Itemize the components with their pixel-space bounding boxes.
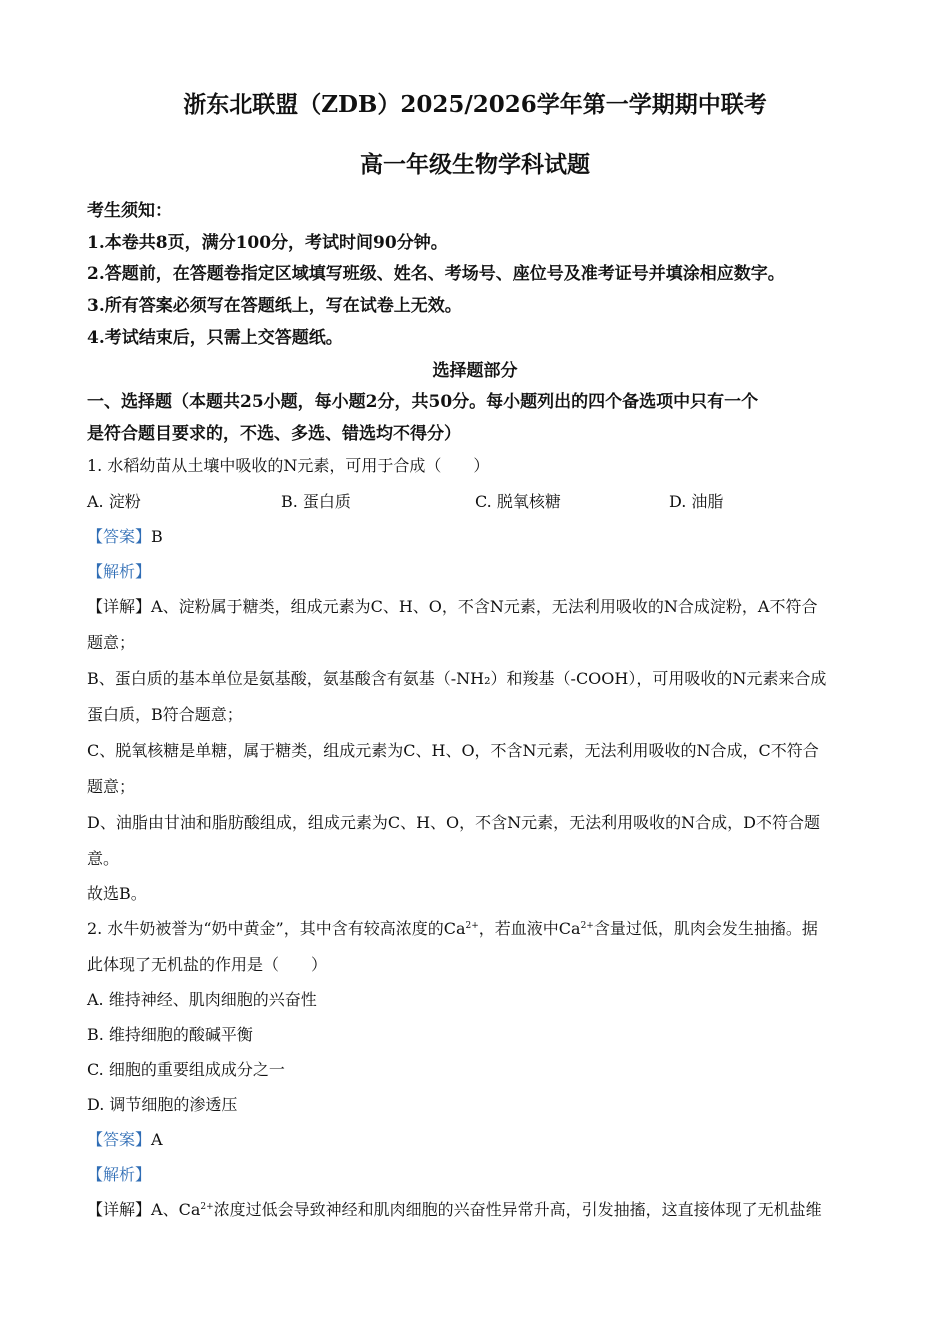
q2-answer bbox=[87, 1130, 163, 1150]
q1-option-a: A. 淀粉 bbox=[87, 492, 141, 511]
q2-answer-value: A bbox=[151, 1130, 163, 1149]
q2-option-b: B. 维持细胞的酸碱平衡 bbox=[87, 1025, 253, 1044]
exam-title: 浙东北联盟（ZDB）2025/2026学年第一学期期中联考 bbox=[183, 91, 767, 118]
q2-detail-tag: 【详解】 bbox=[87, 1200, 152, 1219]
q1-answer-value: B bbox=[151, 527, 163, 546]
q1-detail-line-1: 【详解】A、淀粉属于糖类，组成元素为C、H、O，不含N元素，无法利用吸收的N合成淀粉，A不符合 bbox=[87, 597, 818, 616]
q1-detail-tag: 【详解】 bbox=[87, 597, 152, 616]
q1-detail-line-5: C、脱氧核糖是单糖，属于糖类，组成元素为C、H、O，不含N元素，无法利用吸收的N合成，C不符合 bbox=[87, 741, 819, 760]
q2-option-d: D. 调节细胞的渗透压 bbox=[87, 1095, 238, 1114]
part-title: 选择题部分 bbox=[432, 361, 518, 381]
q1-detail-line-2: 题意； bbox=[87, 633, 136, 652]
q1-option-d: D. 油脂 bbox=[669, 492, 724, 511]
q2-stem-line2: 此体现了无机盐的作用是（ ） bbox=[87, 955, 328, 974]
notice-item-3: 3.所有答案必须写在答题纸上，写在试卷上无效。 bbox=[87, 296, 462, 316]
notice-item-4: 4.考试结束后，只需上交答题纸。 bbox=[87, 328, 343, 348]
q2-option-c: C. 细胞的重要组成成分之一 bbox=[87, 1060, 285, 1079]
section-heading-line1: 一、选择题（本题共25小题，每小题2分，共50分。每小题列出的四个备选项中只有一个 bbox=[87, 392, 759, 412]
notice-item-1: 1.本卷共8页，满分100分，考试时间90分钟。 bbox=[87, 233, 448, 253]
exam-subtitle: 高一年级生物学科试题 bbox=[360, 151, 590, 178]
q1-option-b: B. 蛋白质 bbox=[281, 492, 351, 511]
notice-heading: 考生须知： bbox=[87, 201, 172, 221]
section-heading-line2: 是符合题目要求的，不选、多选、错选均不得分） bbox=[87, 424, 461, 444]
q1-detail-line-4: 蛋白质，B符合题意； bbox=[87, 705, 243, 724]
q2-analysis-tag: 【解析】 bbox=[87, 1165, 152, 1184]
q2-answer-tag: 【答案】 bbox=[87, 1130, 152, 1149]
notice-item-2: 2.答题前，在答题卷指定区域填写班级、姓名、考场号、座位号及准考证号并填涂相应数字。 bbox=[87, 264, 785, 284]
q1-option-c: C. 脱氧核糖 bbox=[475, 492, 561, 511]
q1-detail-line-3: B、蛋白质的基本单位是氨基酸，氨基酸含有氨基（-NH₂）和羧基（-COOH），可用吸收的N元素来合成 bbox=[87, 669, 827, 688]
q1-conclusion: 故选B。 bbox=[87, 884, 147, 903]
q1-detail-line-6: 题意； bbox=[87, 777, 136, 796]
q2-stem-line1: 2. 水牛奶被誉为“奶中黄金”，其中含有较高浓度的$Ca^{2+}$，若血液中$Ca^{2+}$含量过低，肌肉会发生抽搐。据 bbox=[87, 919, 818, 938]
q1-answer-tag: 【答案】 bbox=[87, 527, 152, 546]
q1-stem: 1. 水稻幼苗从土壤中吸收的N元素，可用于合成（ ） bbox=[87, 456, 490, 475]
q1-analysis-tag: 【解析】 bbox=[87, 562, 152, 581]
q1-detail-line-8: 意。 bbox=[87, 849, 120, 868]
q1-detail-line-7: D、油脂由甘油和脂肪酸组成，组成元素为C、H、O，不含N元素，无法利用吸收的N合成，D不符合题 bbox=[87, 813, 820, 832]
q2-detail-line-1: 【详解】A、$Ca^{2+}$浓度过低会导致神经和肌肉细胞的兴奋性异常升高，引发抽搐，这直接体现了无机盐维 bbox=[87, 1200, 822, 1219]
q2-option-a: A. 维持神经、肌肉细胞的兴奋性 bbox=[87, 990, 317, 1009]
q1-answer bbox=[87, 527, 163, 547]
